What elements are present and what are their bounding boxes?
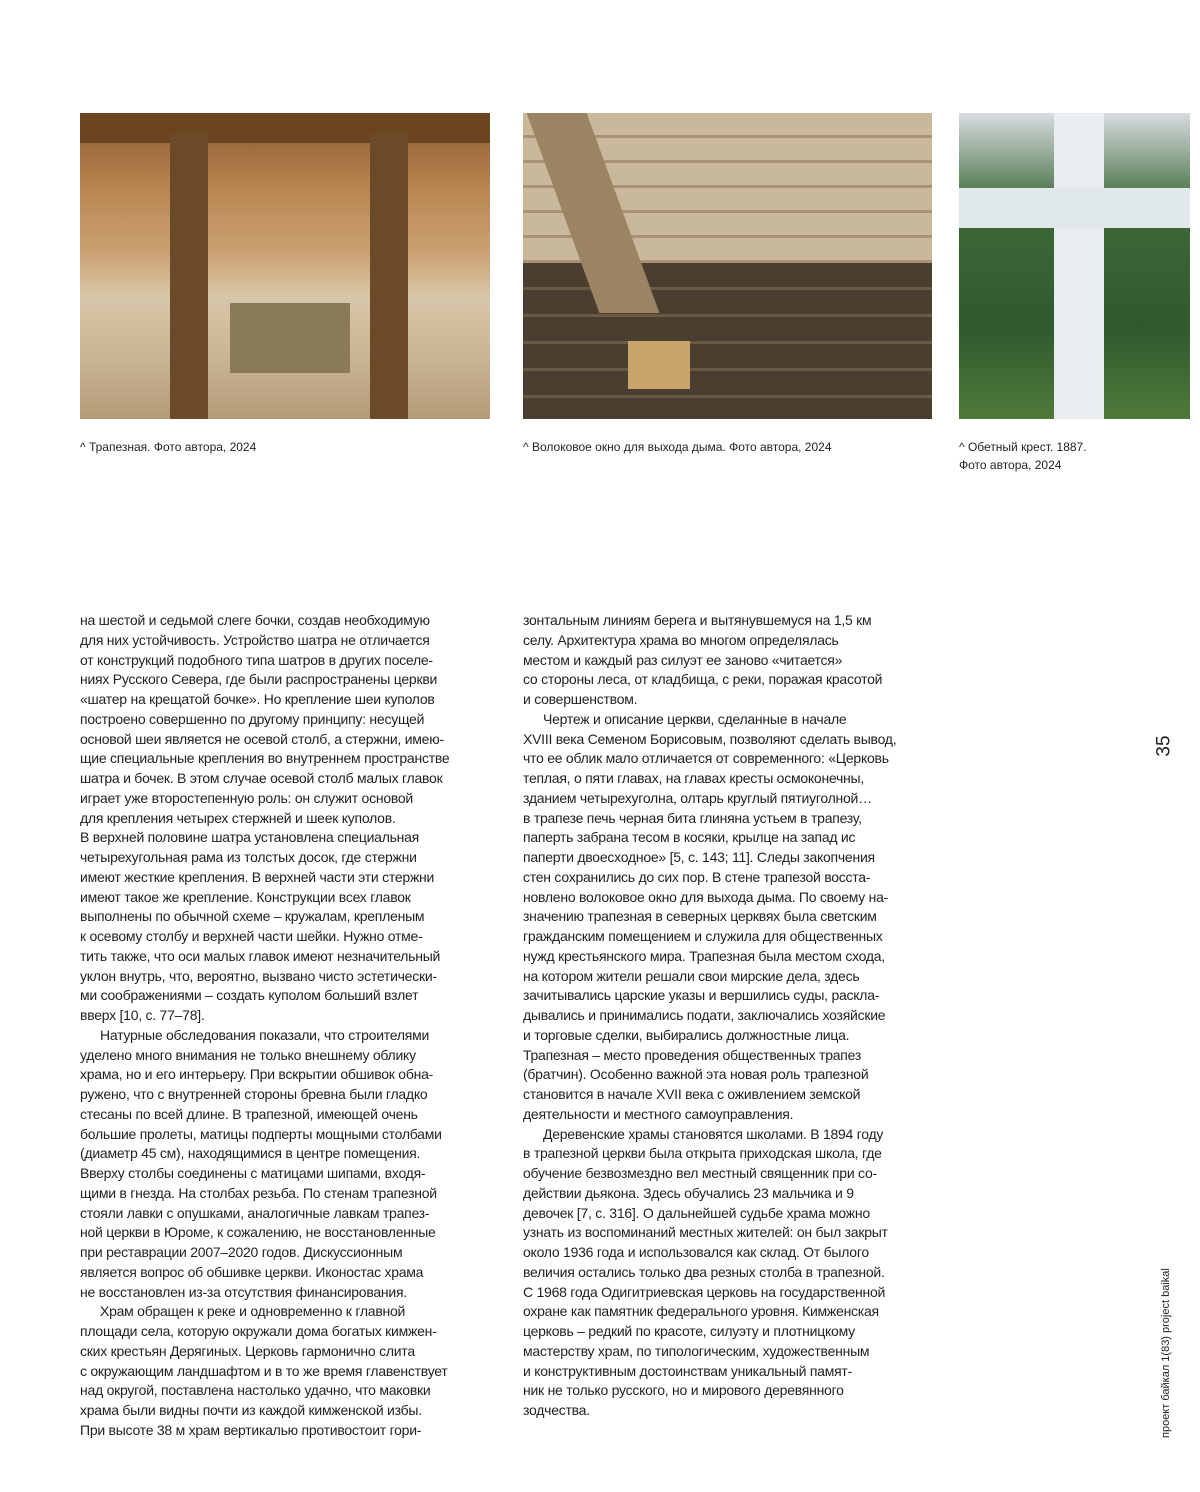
text-line: выполнены по обычной схеме – кружалам, крепленым bbox=[80, 908, 425, 925]
text-line: ружено, что с внутренней стороны бревна были гладко bbox=[80, 1086, 428, 1102]
page-number: 35 bbox=[1153, 735, 1175, 757]
text-line: четырехугольная рама из толстых досок, где стержни bbox=[80, 849, 417, 865]
carved-pillar bbox=[170, 133, 208, 419]
text-line: теплая, о пяти главах, на главах кресты осмоконечны, bbox=[523, 770, 864, 786]
text-line: охране как памятник федерального уровня. Кимженская bbox=[523, 1303, 879, 1320]
text-line: гражданским помещением и служила для общественных bbox=[523, 928, 883, 944]
text-line: В верхней половине шатра установлена специальная bbox=[80, 829, 420, 846]
text-line: ной церкви в Юроме, к сожалению, не восстановленные bbox=[80, 1224, 436, 1241]
text-line: «шатер на крещатой бочке». Но крепление шеи куполов bbox=[80, 691, 435, 707]
photo-votive-cross bbox=[959, 113, 1190, 419]
text-line: в трапезе печь черная бита глиняна устьем в трапезу, bbox=[523, 809, 862, 826]
text-line: (диаметр 45 см), находящимися в центре помещения. bbox=[80, 1145, 421, 1162]
text-line: площади села, которую окружали дома богатых кимжен- bbox=[80, 1323, 437, 1339]
text-line: шатра и бочек. В этом случае осевой столб малых главок bbox=[80, 770, 443, 786]
caption-refectory: ^ Трапезная. Фото автора, 2024 bbox=[80, 440, 257, 454]
photo-refectory bbox=[80, 113, 490, 419]
text-line: и совершенством. bbox=[523, 691, 638, 707]
text-line: стен сохранились до сих пор. В стене трапезой восста- bbox=[523, 868, 871, 885]
dark-logs bbox=[523, 263, 932, 419]
text-line: при реставрации 2007–2020 годов. Дискуссионным bbox=[80, 1244, 403, 1260]
text-line: Храм обращен к реке и одновременно к главной bbox=[100, 1303, 406, 1320]
text-line: что ее облик мало отличается от современного: «Церковь bbox=[523, 750, 889, 767]
text-line: для крепления четырех стержней и шеек куполов. bbox=[80, 809, 396, 826]
text-line: имеют жесткие крепления. В верхней части эти стержни bbox=[80, 868, 435, 885]
text-line: около 1936 года и использовался как склад. От былого bbox=[523, 1244, 869, 1260]
text-line: Натурные обследования показали, что строителями bbox=[100, 1026, 430, 1043]
text-line: мастерству храм, по типологическим, художественным bbox=[523, 1342, 870, 1359]
text-line: ниях Русского Севера, где были распространены церкви bbox=[80, 671, 438, 688]
text-line: от конструкций подобного типа шатров в других поселе- bbox=[80, 651, 433, 668]
text-line: При высоте 38 м храм вертикалью противостоит гори- bbox=[80, 1421, 422, 1438]
text-line: храма были видны почти из каждой кимженской избы. bbox=[80, 1402, 422, 1418]
text-line: величия остались только два резных столба в трапезной. bbox=[523, 1263, 885, 1280]
text-line: на котором жители решали свои мирские дела, здесь bbox=[523, 967, 860, 984]
text-line: зачитывались царские указы и вершились суды, раскла- bbox=[523, 987, 880, 1004]
text-line: становится в начале XVII века с оживлением земской bbox=[523, 1086, 861, 1102]
cross-bar bbox=[959, 188, 1190, 228]
text-line: со стороны леса, от кладбища, с реки, поражая красотой bbox=[523, 671, 883, 688]
text-line: для них устойчивость. Устройство шатра не отличается bbox=[80, 631, 430, 648]
text-line: девочек [7, с. 316]. О дальнейшей судьбе храма можно bbox=[523, 1204, 870, 1221]
text-line: щими в гнезда. На столбах резьба. По стенам трапезной bbox=[80, 1184, 437, 1201]
text-line: тить также, что оси малых главок имеют незначительный bbox=[80, 947, 441, 964]
text-line: ник не только русского, но и мирового деревянного bbox=[523, 1382, 844, 1399]
running-footer: проект байкал 1(83) project baikal bbox=[1160, 1268, 1172, 1438]
text-column-left bbox=[80, 611, 449, 1441]
caption-smoke-window: ^ Волоковое окно для выхода дыма. Фото автора, 2024 bbox=[523, 440, 832, 454]
text-line: дывались и принимались подати, заключались хозяйские bbox=[523, 1007, 886, 1023]
text-line: ми соображениями – создать куполом больший взлет bbox=[80, 987, 419, 1004]
cross-post bbox=[1054, 113, 1104, 419]
iconostasis bbox=[230, 303, 350, 373]
text-line: узнать из воспоминаний местных жителей: он был закрыт bbox=[523, 1224, 888, 1241]
text-line: С 1968 года Одигитриевская церковь на государственной bbox=[523, 1283, 886, 1300]
text-line: церковь – редкий по красоте, силуэту и плотницкому bbox=[523, 1323, 855, 1339]
caption-votive-cross bbox=[959, 438, 1087, 474]
text-line: не восстановлен из-за отсутствия финансирования. bbox=[80, 1283, 407, 1300]
text-line: уделено много внимания не только внешнему облику bbox=[80, 1046, 416, 1063]
text-line: храма, но и его интерьеру. При вскрытии обшивок обна- bbox=[80, 1066, 434, 1083]
ceiling-beam bbox=[80, 113, 490, 143]
text-line: играет уже второстепенную роль: он служит основой bbox=[80, 789, 413, 806]
text-line: зданием четырехуголна, олтарь круглый пятиуголной… bbox=[523, 789, 872, 806]
text-line: деятельности и местного самоуправления. bbox=[523, 1105, 794, 1122]
text-line: уклон внутрь, что, вероятно, вызвано чисто эстетически- bbox=[80, 967, 437, 984]
text-line: значению трапезная в северных церквях была светским bbox=[523, 908, 877, 925]
text-line: (братчин). Особенно важной эта новая роль трапезной bbox=[523, 1066, 869, 1083]
photo-smoke-window bbox=[523, 113, 932, 419]
text-column-right bbox=[523, 611, 896, 1421]
text-line: к осевому столбу и верхней части шейки. Нужно отме- bbox=[80, 928, 423, 944]
text-line: паперти двоесходное» [5, с. 143; 11]. Следы закопчения bbox=[523, 849, 875, 865]
text-line: является вопрос об обшивке церкви. Иконостас храма bbox=[80, 1263, 424, 1280]
text-line: XVIII века Семеном Борисовым, позволяют сделать вывод, bbox=[523, 730, 897, 747]
text-line: Трапезная – место проведения общественных трапез bbox=[523, 1046, 862, 1063]
text-line: местом и каждый раз силуэт ее заново «читается» bbox=[523, 651, 843, 668]
text-line: зонтальным линиям берега и вытянувшемуся на 1,5 км bbox=[523, 612, 872, 628]
text-line: паперть забрана тесом в косяки, крылце на запад ис bbox=[523, 829, 856, 846]
text-line: стояли лавки с опушками, аналогичные лавкам трапез- bbox=[80, 1204, 430, 1221]
window-board bbox=[628, 341, 690, 389]
text-line: нужд крестьянского мира. Трапезная была местом схода, bbox=[523, 947, 885, 964]
text-line: построено совершенно по другому принципу: несущей bbox=[80, 710, 425, 727]
text-line: на шестой и седьмой слеге бочки, создав необходимую bbox=[80, 612, 430, 628]
text-line: имеют такое же крепление. Конструкции всех главок bbox=[80, 888, 411, 905]
text-line: и торговые сделки, выбирались должностные лица. bbox=[523, 1026, 850, 1043]
caption-line: Фото автора, 2024 bbox=[959, 458, 1062, 472]
caption-line: ^ Обетный крест. 1887. bbox=[959, 440, 1087, 454]
text-line: основой шеи является не осевой столб, а стержни, имею- bbox=[80, 730, 444, 747]
text-line: ских крестьян Дерягиных. Церковь гармонично слита bbox=[80, 1342, 415, 1359]
text-line: и конструктивным достоинствам уникальный памят- bbox=[523, 1362, 852, 1379]
carved-pillar bbox=[370, 133, 408, 419]
text-line: действии дьякона. Здесь обучались 23 мальчика и 9 bbox=[523, 1184, 854, 1201]
text-line: Вверху столбы соединены с матицами шипами, входя- bbox=[80, 1165, 426, 1181]
text-line: вверх [10, с. 77–78]. bbox=[80, 1007, 205, 1023]
text-line: зодчества. bbox=[523, 1402, 590, 1418]
text-line: Чертеж и описание церкви, сделанные в начале bbox=[543, 710, 847, 727]
text-line: новлено волоковое окно для выхода дыма. По своему на- bbox=[523, 888, 889, 905]
text-line: в трапезной церкви была открыта приходская школа, где bbox=[523, 1145, 882, 1162]
text-line: Деревенские храмы становятся школами. В 1894 году bbox=[543, 1125, 884, 1142]
text-line: селу. Архитектура храма во многом определялась bbox=[523, 631, 839, 648]
text-line: щие специальные крепления во внутреннем пространстве bbox=[80, 750, 450, 767]
text-line: стесаны по всей длине. В трапезной, имеющей очень bbox=[80, 1105, 418, 1122]
text-line: большие пролеты, матицы подперты мощными столбами bbox=[80, 1125, 442, 1142]
text-line: обучение безвозмездно вел местный священник при со- bbox=[523, 1165, 877, 1181]
text-line: над округой, поставлена настолько удачно, что маковки bbox=[80, 1382, 431, 1399]
text-line: с окружающим ландшафтом и в то же время главенствует bbox=[80, 1362, 448, 1379]
